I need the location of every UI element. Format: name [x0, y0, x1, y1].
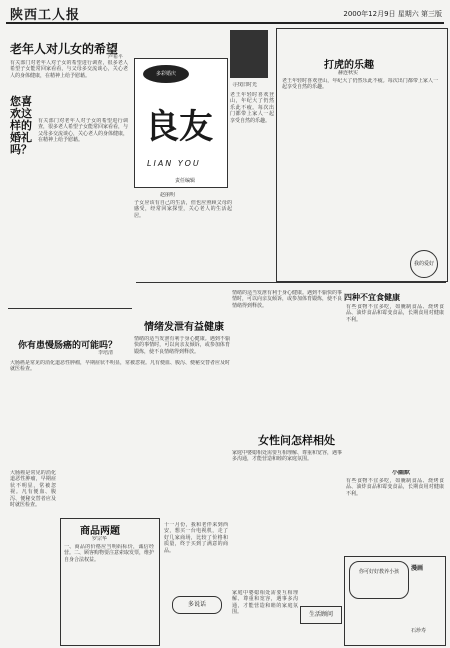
article-goods-body: 一、商品的价格应当明码标价，诚信经营。二、顾客购物要注意索取发票，维护自身合法权益。: [64, 544, 154, 563]
article-emotion-body: 情绪的适当发泄有利于身心健康。遇到不愉快的事情时，可以向亲友倾诉，或参加体育锻炼，使不良情绪得到释放。: [134, 336, 230, 355]
byline-cancer: 李培清: [98, 350, 114, 356]
article-hobby-body: 老王年轻时喜欢登山，年纪大了仍然乐此不疲。每次出门都带上家人一起享受自然的乐趣。: [282, 78, 438, 91]
cartoon-title: 漫画: [411, 565, 424, 572]
headline-hobby: 打虎的乐趣: [324, 60, 374, 71]
writer-credit: 赵丽明: [160, 192, 176, 198]
logo-caption: LIAN YOU: [147, 159, 201, 168]
speech-bubble: 你可好好教养小孩: [349, 561, 409, 599]
headline-emotion: 情绪发泄有益健康: [144, 322, 224, 333]
byline-elders: 卢希平: [108, 54, 124, 60]
note-title: 小幽默: [392, 470, 411, 476]
article-wedding-body: 有关部门对老年人对子女的希望进行调查，很多老人希望子女能常回家看看，与父母多交流谈心，关心老人的身体健康，在精神上给予慰藉。: [38, 118, 128, 144]
editor-label: 责任编辑: [175, 178, 196, 184]
article-food-body: 有些食物不宜多吃，如腌制食品、烧烤食品、油炸食品和霉变食品，长期食用对健康不利。: [346, 304, 444, 323]
article-bottom-right: 十一月份，我和老伴来到西安，想买一台电视机，走了好几家商场，比较了价格和质量，终于买到了满意的商品。: [164, 522, 228, 554]
divider: [8, 308, 132, 309]
masthead: 陕西工人报: [10, 8, 81, 23]
article-bottom-mid: 家庭中婆媳相处需要互相理解、尊重和宽容，遇事多沟通，才能营造和睦的家庭氛围。: [232, 590, 298, 616]
date-line: 2000年12月9日 星期六 第三版: [343, 10, 442, 18]
badge-talk: 多说话: [172, 596, 222, 614]
feature-body: 子女应该有自己的生活，但也应照顾父母的感受，经常回家探望，关心老人的生活起居。: [134, 200, 232, 219]
page-header: [6, 4, 444, 24]
headline-elders: 老年人对儿女的希望: [10, 42, 119, 56]
article-cancer-body: 大肠癌是常见的消化道恶性肿瘤，早期症状不明显，常被忽视。凡有便血、腹泻、便秘交替者应及时就医检查。: [10, 360, 230, 373]
badge-wedding: 多彩婚庆: [143, 65, 189, 83]
side-title-wedding: 您喜欢这样的婚礼吗？: [10, 95, 32, 156]
feature-graphic: [134, 58, 228, 188]
headline-women: 女性问怎样相处: [258, 434, 335, 447]
article-elders-body: 有关部门对老年人对子女的希望进行调查，很多老人希望子女能常回家看看，与父母多交流谈心，关心老人的身体健康，在精神上给予慰藉。: [10, 60, 128, 79]
article-women-body: 家庭中婆媳相处需要互相理解、尊重和宽容，遇事多沟通，才能营造和睦的家庭氛围。: [232, 450, 342, 463]
headline-cancer: 你有患慢肠癌的可能吗？: [18, 341, 118, 351]
photo-caption: 寻找旧时光: [232, 82, 258, 88]
cartoon-author: 石珍寿: [411, 628, 427, 634]
portrait-photo: [230, 30, 268, 78]
article-hobby-left: 老王年轻时喜欢登山，年纪大了仍然乐此不疲。每次出门都带上家人一起享受自然的乐趣。: [230, 92, 274, 124]
note-body: 有些食物不宜多吃，如腌制食品、烧烤食品、油炸食品和霉变食品，长期食用对健康不利。: [346, 478, 444, 497]
stamp: 我的爱好: [410, 250, 438, 278]
byline-hobby: 赫连秋实: [338, 70, 359, 76]
badge-life-advisor: 生活顾问: [300, 606, 342, 624]
article-emotion-cont: 情绪的适当发泄有利于身心健康。遇到不愉快的事情时，可以向亲友倾诉，或参加体育锻炼，使不良情绪得到释放。: [232, 290, 342, 309]
logo-liangyou: 良友: [145, 107, 213, 147]
byline-goods: 罗宗华: [92, 536, 108, 542]
headline-goods: 商品两题: [80, 526, 120, 537]
article-bottom-left: 大肠癌是常见的消化道恶性肿瘤，早期症状不明显，常被忽视。凡有便血、腹泻、便秘交替者应及时就医检查。: [10, 470, 56, 509]
cartoon-box: [344, 556, 446, 646]
headline-food: 四种不宜食健康: [344, 293, 400, 302]
divider: [136, 282, 446, 283]
